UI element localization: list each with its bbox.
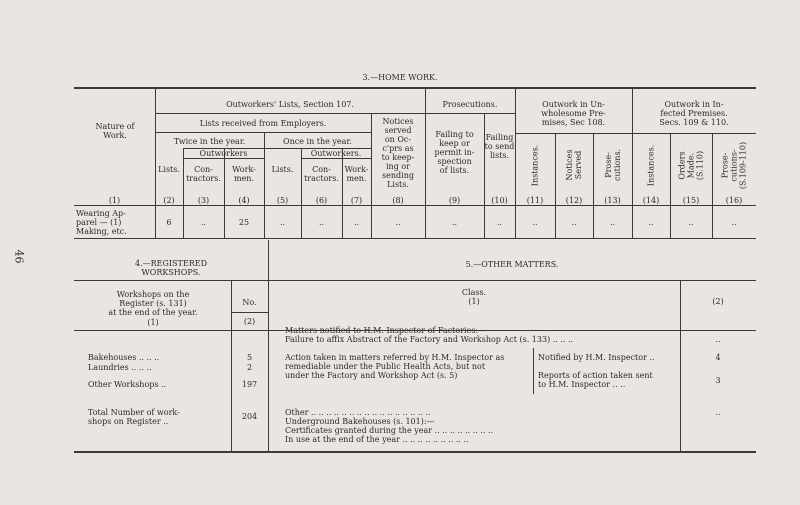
notified-value: 4 bbox=[715, 353, 721, 362]
cell: .. bbox=[731, 218, 737, 227]
col-num: (11) bbox=[526, 196, 544, 205]
prosecutions-infected-header: Prose- cutions- (S.109-110) bbox=[720, 141, 748, 190]
col-num: (2) bbox=[163, 196, 175, 205]
contractors-once-header: Con- tractors. bbox=[304, 165, 339, 183]
infected-header: Outwork in In- fected Premises. Secs. 109 & 110. bbox=[659, 100, 729, 127]
prosecutions-header: Prosecutions. bbox=[442, 100, 498, 109]
failure-value: .. bbox=[715, 335, 721, 344]
section-5-title: 5.—OTHER MATTERS. bbox=[465, 260, 559, 269]
col-num: (7) bbox=[350, 196, 363, 205]
cell: .. bbox=[353, 218, 360, 227]
cell: .. bbox=[571, 218, 577, 227]
col-num: (16) bbox=[725, 196, 743, 205]
col-num: (9) bbox=[448, 196, 461, 205]
unwholesome-header: Outwork in Un- wholesome Pre- mises, Sec 108. bbox=[541, 100, 606, 127]
other-value: .. bbox=[715, 408, 721, 417]
outworkers-twice-header: Outworkers bbox=[199, 149, 248, 158]
col-num: (1) bbox=[108, 196, 121, 205]
col-num: (15) bbox=[682, 196, 700, 205]
bakehouses-value: 5 bbox=[246, 353, 253, 362]
once-header: Once in the year. bbox=[283, 137, 352, 146]
certificates-label: Certificates granted during the year .. .. .. .. .. .. .. .. bbox=[285, 426, 494, 435]
cell: .. bbox=[688, 218, 694, 227]
cell: 25 bbox=[238, 218, 250, 227]
page-number: 46 bbox=[12, 249, 26, 264]
other-label: Other .. .. .. .. .. .. .. .. .. .. .. .. .. .. .. .. bbox=[285, 408, 431, 417]
value-col-num: (2) bbox=[712, 297, 724, 306]
instances-infected-header: Instances. bbox=[646, 144, 656, 187]
workmen-twice-header: Work- men. bbox=[232, 165, 256, 183]
underground-label: Underground Bakehouses (s. 101):— bbox=[285, 417, 435, 426]
col-num: (3) bbox=[197, 196, 210, 205]
laundries-value: 2 bbox=[246, 363, 253, 372]
notices-served-lists-header: Notices served on Oc- c'prs as to keep- ing or sending Lists. bbox=[381, 117, 415, 189]
laundries-label: Laundries .. .. .. bbox=[88, 363, 152, 372]
col-num: (6) bbox=[315, 196, 328, 205]
other-workshops-label: Other Workshops .. bbox=[88, 380, 167, 389]
section-4-title: 4.—REGISTERED WORKSHOPS. bbox=[135, 259, 207, 277]
cell: 6 bbox=[166, 218, 172, 227]
row-label-wearing-apparel: Wearing Ap- parel — (1) Making, etc. bbox=[76, 209, 127, 236]
action-taken: Action taken in matters referred by H.M. Inspector as remediable under the Public Health Acts, but not under the Factory and Workshop Act (s. 5) bbox=[285, 353, 505, 380]
cell: .. bbox=[200, 218, 207, 227]
lists-twice-header: Lists. bbox=[158, 165, 180, 174]
total-label: Total Number of work- shops on Register .. bbox=[88, 408, 180, 426]
lists-once-header: Lists. bbox=[271, 165, 294, 174]
no-header: No. bbox=[242, 298, 257, 307]
failure-abstract: Failure to affix Abstract of the Factory and Workshop Act (s. 133) .. .. .. bbox=[285, 335, 574, 344]
cell: .. bbox=[532, 218, 538, 227]
twice-header: Twice in the year. bbox=[173, 137, 246, 146]
instances-unwholesome-header: Instances. bbox=[530, 144, 540, 187]
no-col-num: (2) bbox=[243, 317, 256, 326]
col-num: (8) bbox=[392, 196, 404, 205]
bakehouses-label: Bakehouses .. .. .. bbox=[88, 353, 160, 362]
contractors-twice-header: Con- tractors. bbox=[186, 165, 221, 183]
prosecutions-unwholesome-header: Prose- cutions. bbox=[604, 148, 622, 182]
col-num: (14) bbox=[642, 196, 660, 205]
failing-send-header: Failing to send lists. bbox=[484, 133, 515, 160]
cell: .. bbox=[451, 218, 458, 227]
other-workshops-value: 197 bbox=[241, 380, 258, 389]
workmen-once-header: Work- men. bbox=[344, 165, 369, 183]
outworkers-once-header: Outworkers. bbox=[310, 149, 362, 158]
col-num: (4) bbox=[238, 196, 250, 205]
orders-made-header: Orders Made. (S.110) bbox=[677, 150, 705, 181]
class-header: Class. bbox=[461, 288, 487, 297]
workshops-col-num: (1) bbox=[147, 318, 159, 327]
class-col-num: (1) bbox=[468, 297, 480, 306]
col-num: (5) bbox=[276, 196, 289, 205]
workshops-header: Workshops on the Register (s. 131) at the end of the year. bbox=[108, 290, 198, 317]
cell: .. bbox=[395, 218, 401, 227]
in-use-label: In use at the end of the year .. .. .. .. .. .. .. .. .. bbox=[285, 435, 469, 444]
cell: .. bbox=[318, 218, 325, 227]
cell: .. bbox=[496, 218, 503, 227]
cell: .. bbox=[279, 218, 286, 227]
notified-label: Notified by H.M. Inspector .. bbox=[538, 353, 655, 362]
reports-value: 3 bbox=[715, 376, 721, 385]
cell: .. bbox=[609, 218, 616, 227]
section-3-title: 3.—HOME WORK. bbox=[362, 73, 438, 82]
failing-keep-header: Failing to keep or permit in- spection of lists. bbox=[434, 130, 475, 175]
col-num: (12) bbox=[565, 196, 583, 205]
lists-received-header: Lists received from Employers. bbox=[199, 119, 327, 128]
outworkers-lists-header: Outworkers' Lists, Section 107. bbox=[226, 100, 354, 109]
total-value: 204 bbox=[241, 412, 258, 421]
reports-label: Reports of action taken sent to H.M. Inspector .. .. bbox=[538, 371, 653, 389]
notices-served-unwholesome-header: Notices Served bbox=[565, 149, 583, 181]
matters-notified: Matters notified to H.M. Inspector of Factories:— bbox=[285, 326, 487, 335]
col-num: (10) bbox=[491, 196, 508, 205]
col-num: (13) bbox=[604, 196, 621, 205]
nature-of-work-header: Nature of Work. bbox=[95, 122, 135, 140]
cell: .. bbox=[648, 218, 654, 227]
